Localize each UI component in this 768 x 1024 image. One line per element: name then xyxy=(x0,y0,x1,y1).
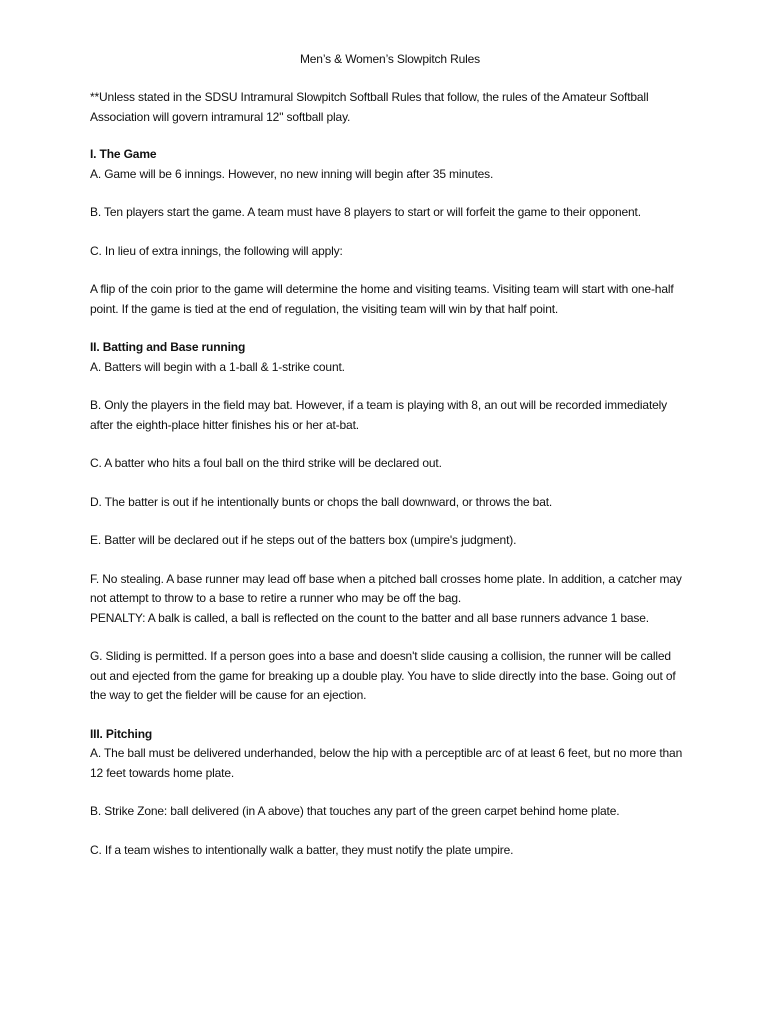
rule-batting-c: C. A batter who hits a foul ball on the third strike will be declared out. xyxy=(90,456,442,470)
rule-pitching-b: B. Strike Zone: ball delivered (in A above) that touches any part of the green carpet behind home plate. xyxy=(90,804,620,818)
section-heading-the-game: I. The Game xyxy=(90,147,157,161)
rule-batting-d: D. The batter is out if he intentionally bunts or chops the ball downward, or throws the bat. xyxy=(90,494,553,509)
rule-batting-a: A. Batters will begin with a 1-ball & 1-strike count. xyxy=(90,359,345,374)
rule-game-a: A. Game will be 6 innings. However, no new inning will begin after 35 minutes. xyxy=(90,166,494,181)
intro-paragraph: **Unless stated in the SDSU Intramural Slowpitch Softball Rules that follow, the rules of the Amateur Softball Association will govern intramural 12" softball play. xyxy=(90,90,649,124)
rule-game-c: C. In lieu of extra innings, the following will apply: xyxy=(90,243,343,258)
section-batting xyxy=(90,338,690,706)
rule-batting-f-penalty: PENALTY: A balk is called, a ball is reflected on the count to the batter and all base runners advance 1 base. xyxy=(90,610,649,625)
section-heading-batting: II. Batting and Base running xyxy=(90,340,246,354)
rule-pitching-c: C. If a team wishes to intentionally walk a batter, they must notify the plate umpire. xyxy=(90,842,514,857)
rule-pitching-a: A. The ball must be delivered underhanded, below the hip with a perceptible arc of at least 6 feet, but no more than 12 feet towards home plate. xyxy=(90,746,683,780)
section-heading-pitching: III. Pitching xyxy=(90,726,153,741)
document-title: Men’s & Women’s Slowpitch Rules xyxy=(299,52,481,66)
rule-game-b: B. Ten players start the game. A team must have 8 players to start or will forfeit the game to their opponent. xyxy=(90,205,641,219)
rule-game-c-detail: A flip of the coin prior to the game will determine the home and visiting teams. Visiting team will start with one-half point. If the game is tied at the end of regulation, the visiting team will win by that half point. xyxy=(90,282,674,316)
document-body xyxy=(90,50,690,879)
rule-batting-b: B. Only the players in the field may bat. However, if a team is playing with 8, an out will be recorded immediately after the eighth-place hitter finishes his or her at-bat. xyxy=(90,398,668,432)
section-pitching xyxy=(90,725,690,861)
rule-batting-f: F. No stealing. A base runner may lead off base when a pitched ball crosses home plate. In addition, a catcher may not attempt to throw to a base to retire a runner who may be off the bag. xyxy=(90,571,682,605)
rule-batting-g: G. Sliding is permitted. If a person goes into a base and doesn't slide causing a collision, the runner will be called out and ejected from the game for breaking up a double play. You have to slide directly into the base. Going out of the way to get the fielder will be cause for an ejection. xyxy=(90,649,676,702)
rule-batting-e: E. Batter will be declared out if he steps out of the batters box (umpire's judgment). xyxy=(90,533,517,547)
section-the-game xyxy=(90,145,690,319)
